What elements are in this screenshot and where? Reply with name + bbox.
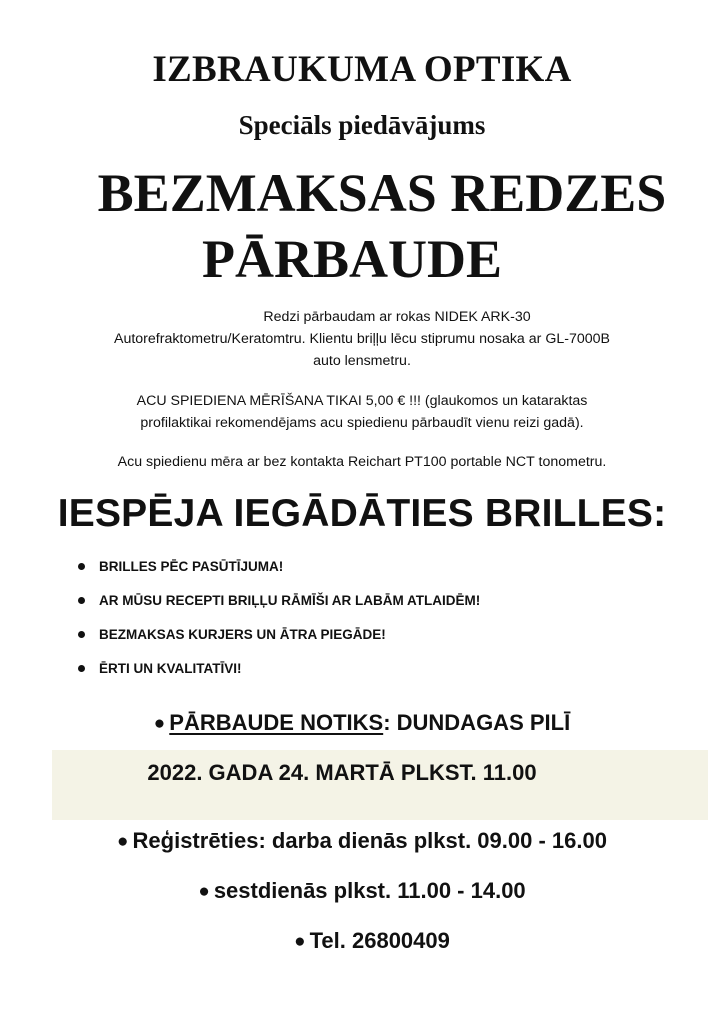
headline-line-1: BEZMAKSAS REDZES [97,163,667,223]
bullet-dot-icon: ● [117,831,129,852]
phone-line [10,928,724,954]
check-place: : DUNDAGAS PILĪ [383,710,571,735]
list-item-text: BRILLES PĒC PASŪTĪJUMA! [99,559,284,574]
phone-number: Tel. 26800409 [309,928,450,953]
list-item [76,558,480,592]
date-time-line: 2022. GADA 24. MARTĀ PLKST. 11.00 [147,760,537,785]
bullet-dot-icon: ● [198,881,210,902]
tonometer-paragraph: Acu spiedienu mēra ar bez kontakta Reichart PT100 portable NCT tonometru. [117,454,607,470]
check-location-line [0,710,724,736]
offer-bullet-list [76,558,480,694]
bullet-dot-icon [78,563,85,570]
list-item-text: AR MŪSU RECEPTI BRIĻĻU RĀMĪŠI AR LABĀM ATLAIDĒM! [99,593,481,608]
pressure-line-1: ACU SPIEDIENA MĒRĪŠANA TIKAI 5,00 € !!! (glaukomos un kataraktas [136,393,588,409]
registration-saturdays: sestdienās plkst. 11.00 - 14.00 [213,878,526,903]
bullet-dot-icon [78,631,85,638]
exam-line-1: Redzi pārbaudam ar rokas NIDEK ARK-30 [263,309,531,325]
check-label: PĀRBAUDE NOTIKS [169,710,384,735]
exam-line-2: Autorefraktometru/Keratomtru. Klientu briļļu lēcu stiprumu nosaka ar GL-7000B [113,331,610,347]
flyer-title: IZBRAUKUMA OPTIKA [152,49,572,90]
exam-paragraph [0,306,724,372]
list-item [76,626,480,660]
bullet-dot-icon [78,597,85,604]
list-item [76,592,480,626]
bullet-dot-icon: ● [294,931,306,952]
bullet-dot-icon [78,665,85,672]
registration-saturdays-line [0,878,724,904]
list-item-text: ĒRTI UN KVALITATĪVI! [99,661,242,676]
registration-weekdays: Reģistrēties: darba dienās plkst. 09.00 - 16.00 [132,828,607,853]
pressure-paragraph [0,390,724,434]
list-item [76,660,480,694]
exam-line-3: auto lensmetru. [313,353,411,369]
pressure-line-2: profilaktikai rekomendējams acu spiedienu pārbaudīt vienu reizi gadā). [140,415,584,431]
flyer-subtitle: Speciāls piedāvājums [238,110,486,140]
list-item-text: BEZMAKSAS KURJERS UN ĀTRA PIEGĀDE! [99,627,386,642]
headline-line-2: PĀRBAUDE [201,229,502,289]
registration-weekdays-line [0,828,724,854]
bullet-dot-icon: ● [153,713,166,734]
buy-glasses-heading: IESPĒJA IEGĀDĀTIES BRILLES: [57,492,667,535]
